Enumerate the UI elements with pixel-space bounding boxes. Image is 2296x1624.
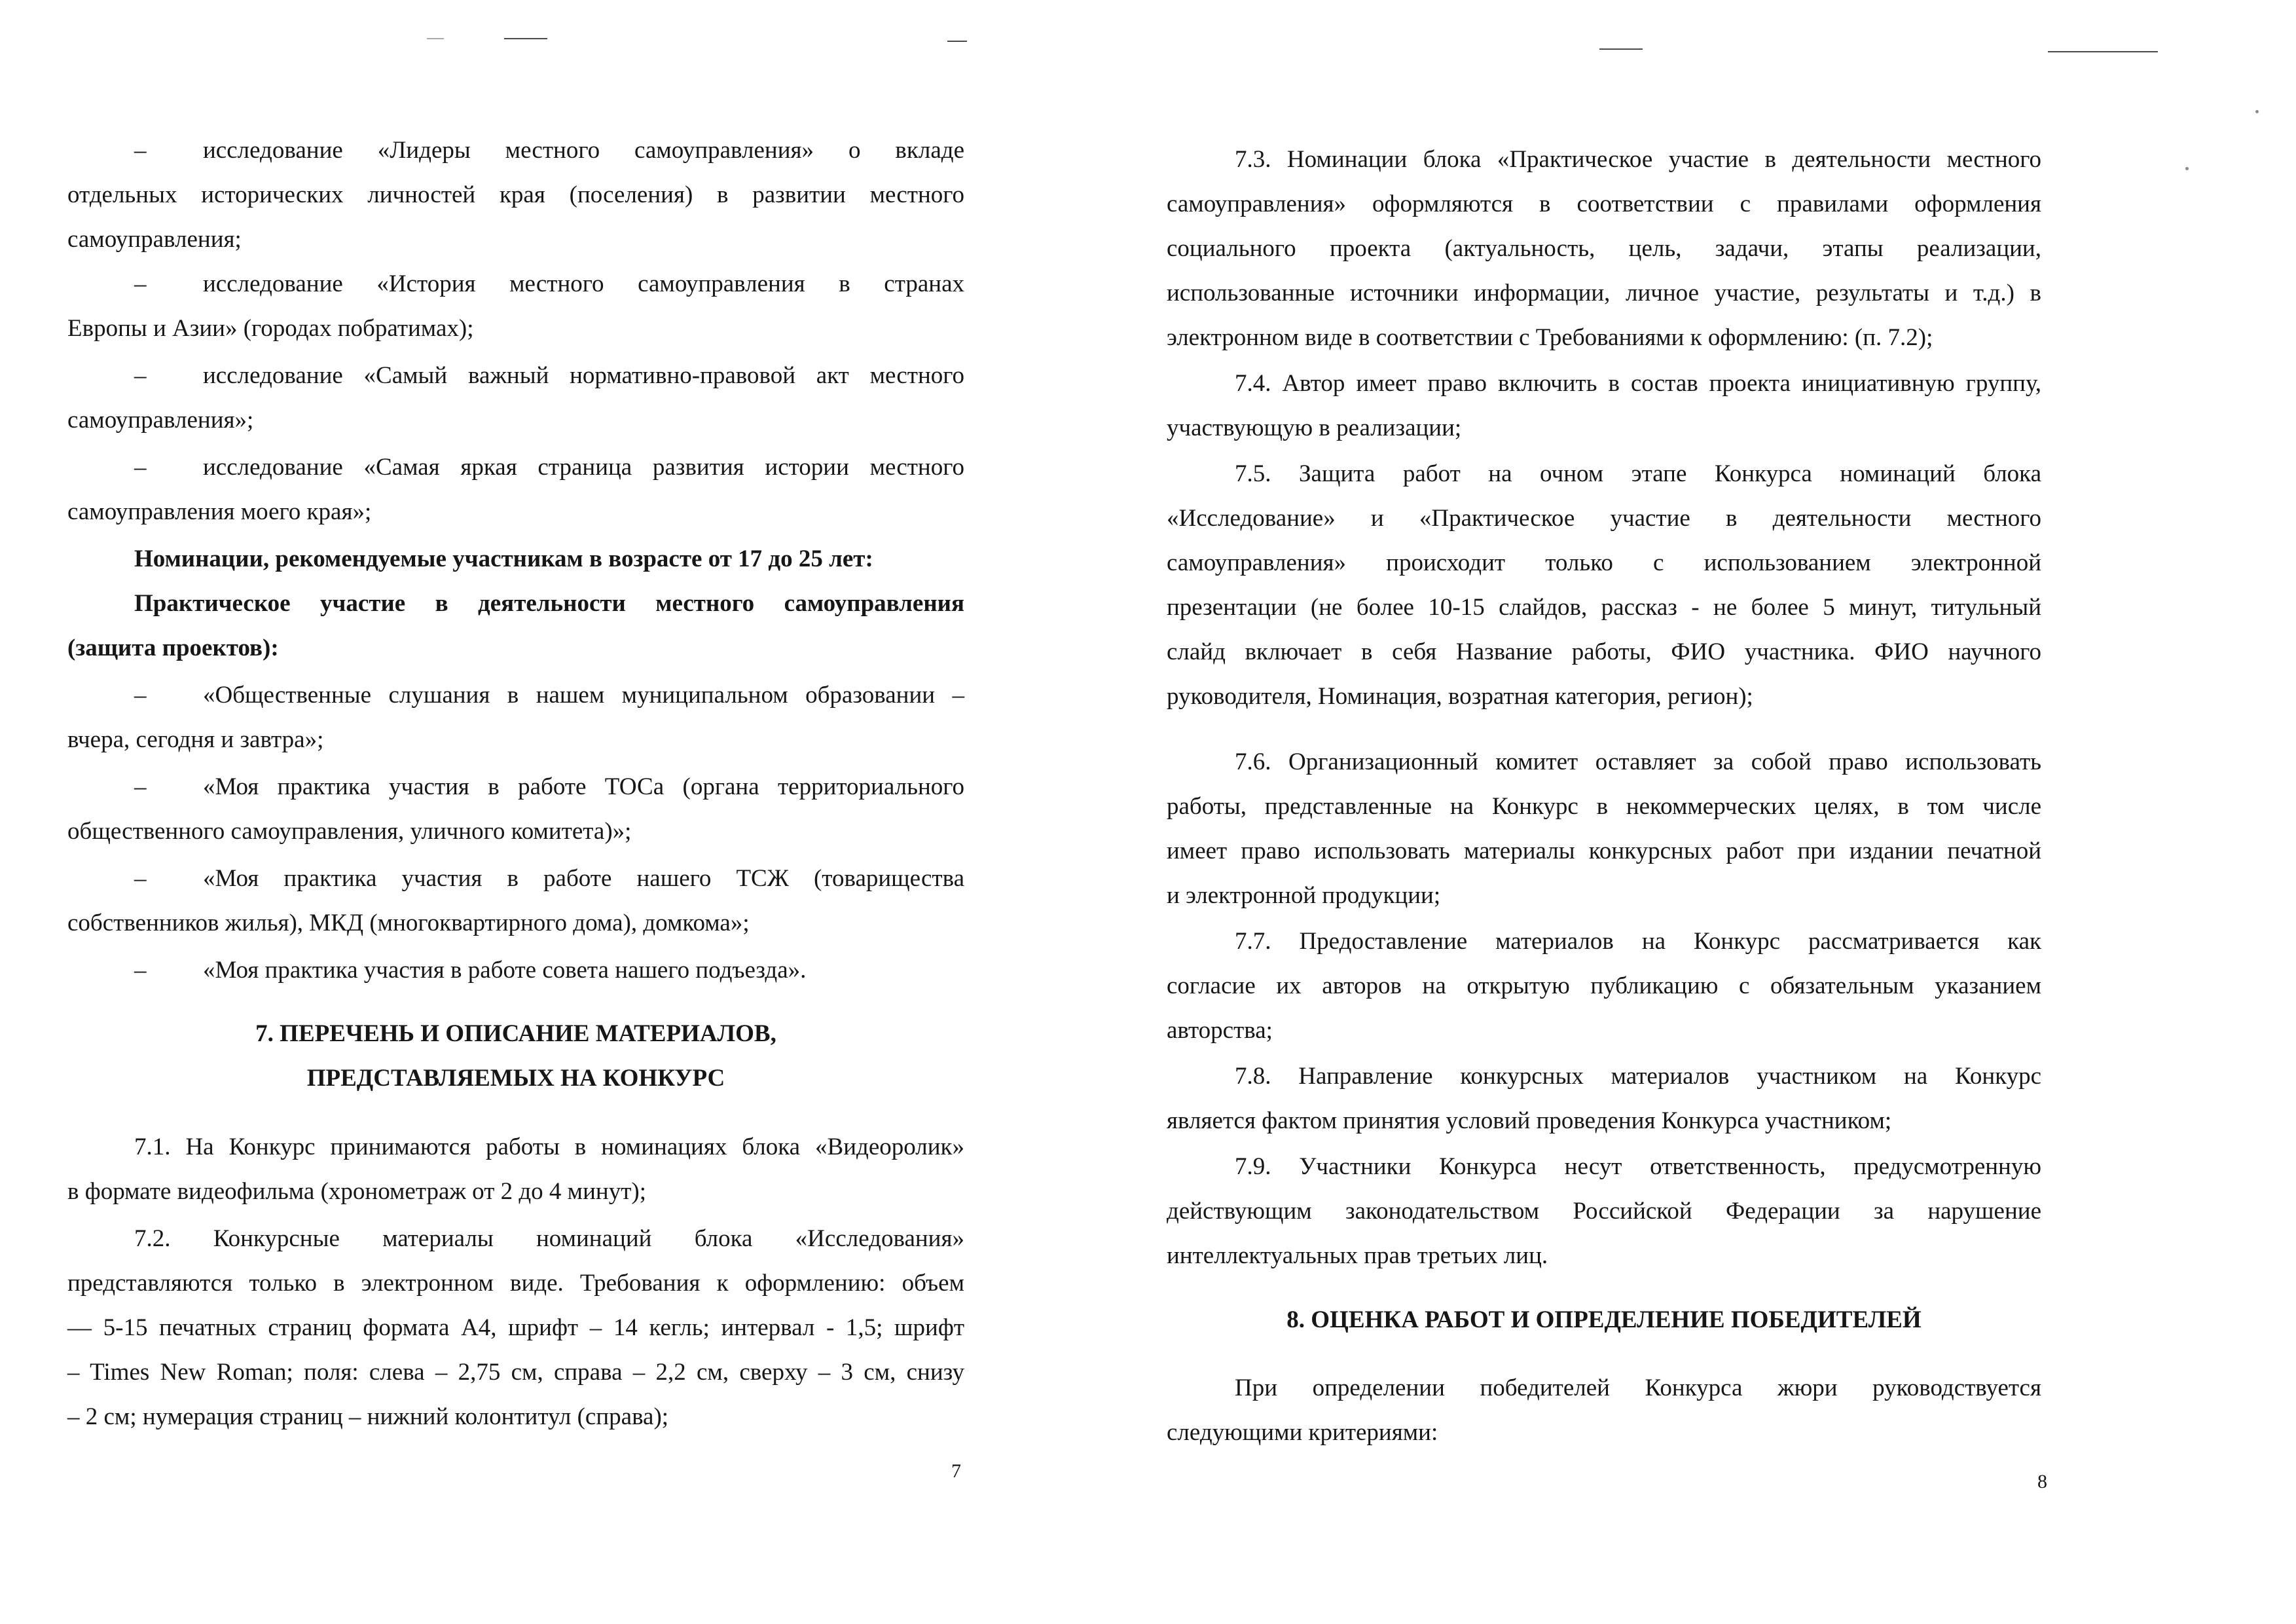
dash-marker: – [134,865,147,892]
clause-7-5: руководителя, Номинация, возратная категория, регион); [1167,683,1753,710]
dash-marker: – [134,137,147,164]
clause-7-7: 7.7. Предоставление материалов на Конкурс рассматривается как [1235,928,2041,955]
clause-7-4: 7.4. Автор имеет право включить в состав проекта инициативную группу, [1235,370,2041,397]
clause-7-3: использованные источники информации, личное участие, результаты и т.д.) в [1167,280,2041,306]
clause-7-8: 7.8. Направление конкурсных материалов участником на Конкурс [1235,1063,2041,1090]
clause-7-2: – Times New Roman; поля: слева – 2,75 см, справа – 2,2 см, сверху – 3 см, снизу [67,1359,964,1386]
bullet-text: «Моя практика участия в работе ТОСа (органа территориального [203,773,964,800]
section-8-heading: 8. ОЦЕНКА РАБОТ И ОПРЕДЕЛЕНИЕ ПОБЕДИТЕЛЕЙ [1286,1306,1922,1333]
clause-7-5: слайд включает в себя Название работы, ФИО участника. ФИО научного [1167,638,2041,665]
clause-7-9: интеллектуальных прав третьих лиц. [1167,1242,1548,1269]
scan-speck [2255,110,2259,113]
page-8 [1148,0,2296,1624]
page-number: 7 [951,1460,961,1482]
clause-7-5: презентации (не более 10-15 слайдов, рассказ - не более 5 минут, титульный [1167,594,2041,621]
clause-7-5: самоуправления» происходит только с использованием электронной [1167,549,2041,576]
dash-marker: – [134,957,147,984]
clause-7-7: авторства; [1167,1017,1273,1044]
dash-marker: – [134,773,147,800]
bullet-text: самоуправления; [67,226,242,253]
section-7-heading: ПРЕДСТАВЛЯЕМЫХ НА КОНКУРС [306,1065,725,1092]
nominations-heading: Номинации, рекомендуемые участникам в возрасте от 17 до 25 лет: [134,545,873,572]
bullet-text: исследование «Самая яркая страница развития истории местного [203,454,964,481]
bullet-text: «Общественные слушания в нашем муниципальном образовании – [203,682,964,709]
bullet-text: исследование «Самый важный нормативно-правовой акт местного [203,362,964,389]
criteria-intro: При определении победителей Конкурса жюри руководствуется [1235,1375,2041,1401]
clause-7-3: социального проекта (актуальность, цель, задачи, этапы реализации, [1167,235,2041,262]
clause-7-2: представляются только в электронном виде. Требования к оформлению: объем [67,1270,964,1297]
scan-mark [2048,51,2158,52]
dash-marker: – [134,270,147,297]
clause-7-9: 7.9. Участники Конкурса несут ответственность, предусмотренную [1235,1153,2041,1180]
bullet-text: самоуправления моего края»; [67,498,372,525]
clause-7-6: и электронной продукции; [1167,882,1441,909]
bullet-text: исследование «Лидеры местного самоуправления» о вкладе [203,137,964,164]
clause-7-3: самоуправления» оформляются в соответствии с правилами оформления [1167,191,2041,217]
clause-7-5: 7.5. Защита работ на очном этапе Конкурса номинаций блока [1235,460,2041,487]
clause-7-2: — 5-15 печатных страниц формата А4, шрифт – 14 кегль; интервал - 1,5; шрифт [67,1314,964,1341]
clause-7-3: 7.3. Номинации блока «Практическое участие в деятельности местного [1235,146,2041,173]
page-number: 8 [2037,1471,2047,1492]
clause-7-9: действующим законодательством Российской Федерации за нарушение [1167,1198,2041,1225]
bullet-text: отдельных исторических личностей края (поселения) в развитии местного [67,181,964,208]
scan-mark [504,38,547,39]
dash-marker: – [134,362,147,389]
clause-7-5: «Исследование» и «Практическое участие в деятельности местного [1167,505,2041,532]
dash-marker: – [134,454,147,481]
scan-mark [1599,48,1643,50]
clause-7-6: имеет право использовать материалы конкурсных работ при издании печатной [1167,838,2041,864]
clause-7-1: 7.1. На Конкурс принимаются работы в номинациях блока «Видеоролик» [134,1134,964,1160]
clause-7-1: в формате видеофильма (хронометраж от 2 до 4 минут); [67,1178,646,1205]
bullet-text: «Моя практика участия в работе совета нашего подъезда». [203,957,807,984]
bullet-text: Европы и Азии» (городах побратимах); [67,315,474,342]
clause-7-2: 7.2. Конкурсные материалы номинаций блока «Исследования» [134,1225,964,1252]
section-7-heading: 7. ПЕРЕЧЕНЬ И ОПИСАНИЕ МАТЕРИАЛОВ, [255,1020,776,1047]
bullet-text: вчера, сегодня и завтра»; [67,726,324,753]
bullet-text: общественного самоуправления, уличного комитета)»; [67,818,632,845]
bullet-text: «Моя практика участия в работе нашего ТСЖ (товарищества [203,865,964,892]
scan-mark [947,41,967,42]
criteria-intro: следующими критериями: [1167,1419,1438,1446]
clause-7-6: работы, представленные на Конкурс в некоммерческих целях, в том числе [1167,793,2041,820]
clause-7-8: является фактом принятия условий проведения Конкурса участником; [1167,1107,1892,1134]
scan-speck [2185,167,2189,170]
clause-7-2: – 2 см; нумерация страниц – нижний колонтитул (справа); [67,1403,669,1430]
clause-7-3: электронном виде в соответствии с Требованиями к оформлению: (п. 7.2); [1167,324,1933,351]
bullet-text: собственников жилья), МКД (многоквартирного дома), домкома»; [67,910,750,936]
practical-heading: Практическое участие в деятельности местного самоуправления [134,590,964,617]
scan-mark [427,38,444,39]
clause-7-7: согласие их авторов на открытую публикацию с обязательным указанием [1167,972,2041,999]
bullet-text: самоуправления»; [67,407,254,434]
bullet-text: исследование «История местного самоуправления в странах [203,270,964,297]
dash-marker: – [134,682,147,709]
clause-7-4: участвующую в реализации; [1167,415,1462,441]
practical-heading: (защита проектов): [67,635,279,661]
clause-7-6: 7.6. Организационный комитет оставляет за собой право использовать [1235,748,2041,775]
